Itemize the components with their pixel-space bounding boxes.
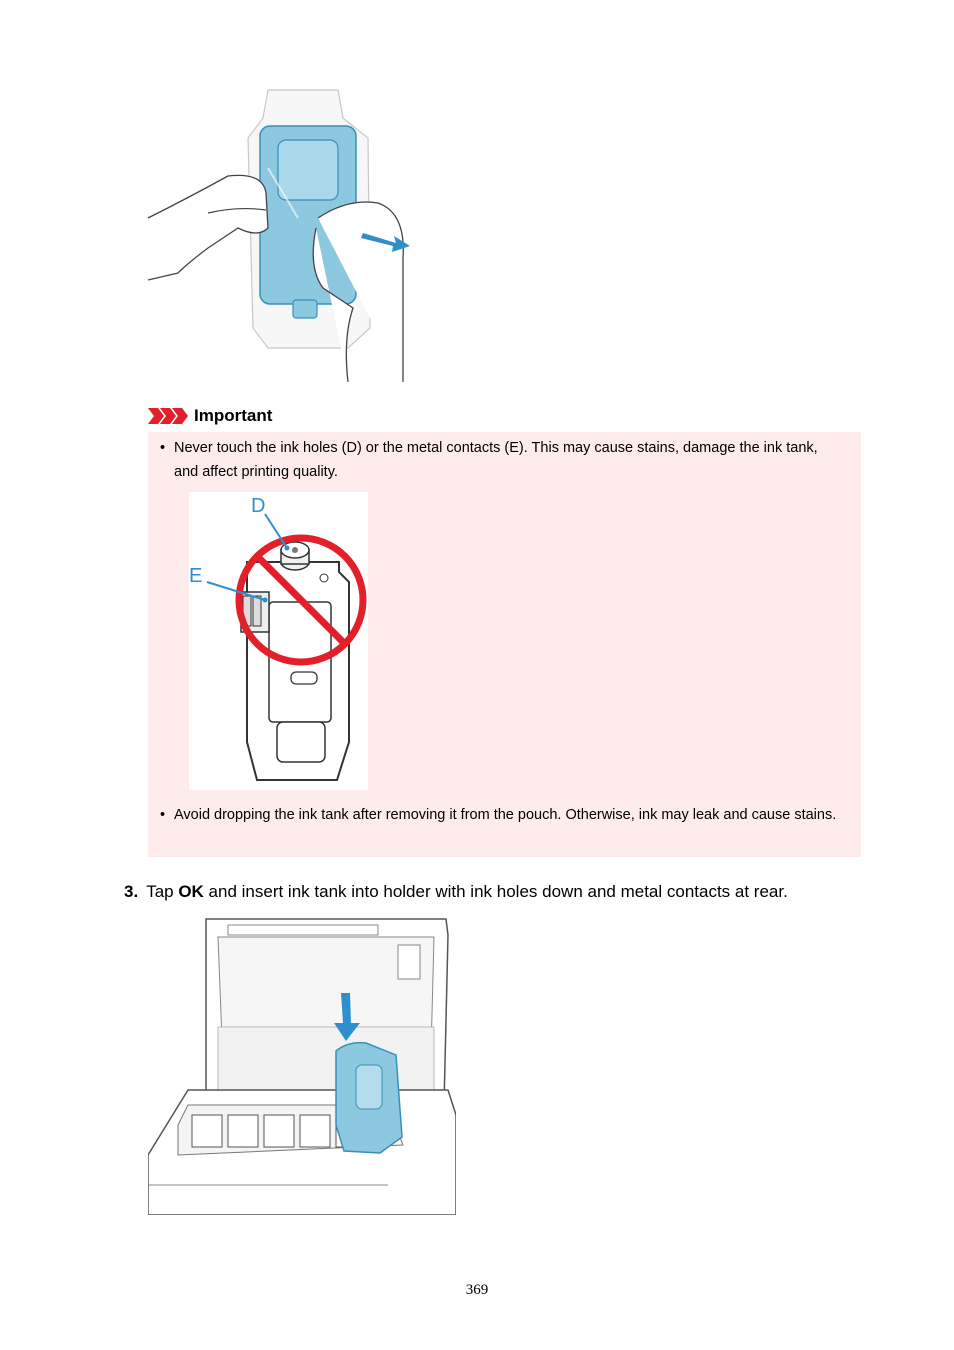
do-not-touch-illustration — [189, 492, 368, 790]
important-box — [148, 432, 861, 857]
step-text-after: and insert ink tank into holder with ink holes down and metal contacts at rear. — [203, 882, 788, 901]
important-bullet — [160, 803, 844, 827]
bullet-text: Avoid dropping the ink tank after removing it from the pouch. Otherwise, ink may leak and cause stains. — [174, 807, 837, 823]
insert-tank-illustration — [148, 915, 456, 1215]
important-title: Important — [194, 406, 273, 425]
important-bullet — [160, 436, 844, 484]
step-3 — [124, 880, 788, 904]
step-text-before: Tap — [146, 882, 179, 901]
step-ok-bold: OK — [178, 882, 204, 901]
bullet-dot: • — [160, 807, 166, 823]
bullet-dot: • — [160, 440, 166, 456]
page-number: 369 — [465, 1282, 489, 1298]
important-chevrons-icon — [148, 407, 188, 425]
step-number: 3. — [124, 882, 139, 901]
label-d: D — [251, 495, 266, 517]
remove-tank-from-pouch-illustration — [148, 88, 416, 382]
bullet-text: Never touch the ink holes (D) or the metal contacts (E). This may cause stains, damage the ink tank, and affect printing quality. — [174, 440, 818, 480]
label-e: E — [189, 565, 203, 587]
important-header — [148, 403, 272, 429]
